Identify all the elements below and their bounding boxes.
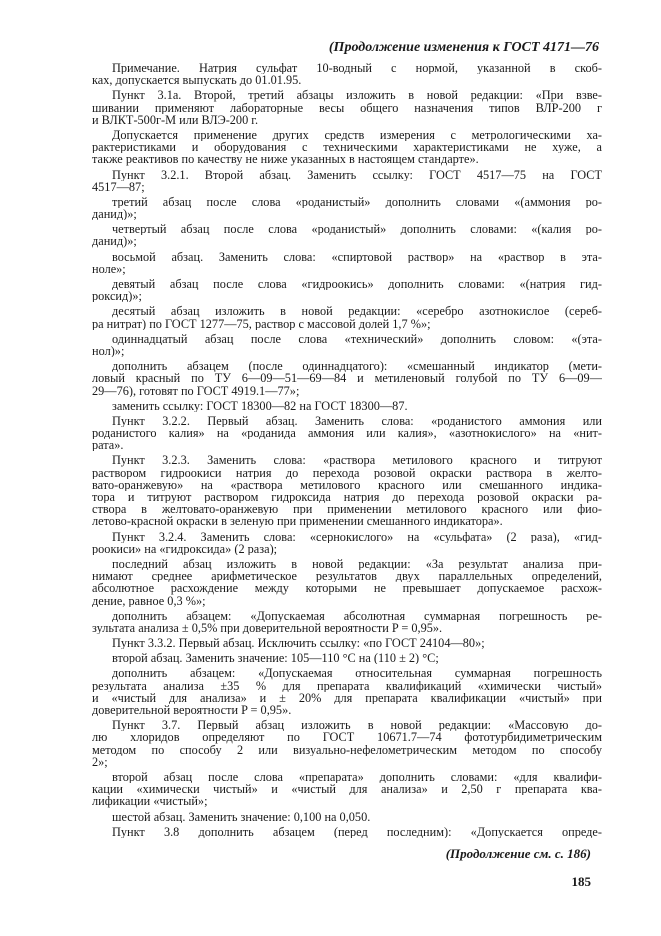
text-line: рата». bbox=[92, 439, 124, 452]
document-body bbox=[92, 62, 602, 841]
text-line: третий абзац после слова «роданистый» дополнить словами «(аммония ро- bbox=[112, 195, 602, 209]
continuation-note: (Продолжение см. с. 186) bbox=[445, 846, 591, 861]
text-line: одиннадцатый абзац после слова «технический» дополнить словом: «(эта- bbox=[112, 332, 602, 345]
text-line: четвертый абзац после слова «роданистый» дополнить словами: «(калия ро- bbox=[112, 223, 602, 236]
text-line: зультата анализа ± 0,5% при доверительной вероятности P = 0,95». bbox=[92, 621, 443, 635]
text-line: ловый красный по ТУ 6—09—51—69—84 и метиленовый голубой по ТУ 6—09— bbox=[92, 372, 602, 385]
paragraph bbox=[92, 637, 602, 649]
paragraph bbox=[92, 196, 602, 220]
text-line: рактеристиками и оборудования с техническими характеристиками не хуже, а bbox=[92, 141, 602, 154]
text-line: лю хлоридов определяют по ГОСТ 10671.7—74 фототурбидиметрическим bbox=[92, 731, 602, 744]
text-line: летово-красной окраски в зеленую при применении смешанного индикатора». bbox=[92, 515, 503, 528]
text-line: Пункт 3.2.2. Первый абзац. Заменить слова: «роданистого аммония или bbox=[112, 414, 602, 428]
paragraph bbox=[92, 454, 602, 527]
text-line: створа в желтовато-оранжевую при применении метилового красного или фио- bbox=[92, 503, 602, 516]
text-line: и ВЛКТ-500г-М или ВЛЭ-200 г. bbox=[92, 113, 259, 126]
paragraph bbox=[92, 667, 602, 716]
text-line: десятый абзац изложить в новой редакции: «серебро азотнокислое (сереб- bbox=[112, 305, 602, 318]
text-line: восьмой абзац. Заменить слова: «спиртовой раствор» на «раствор в эта- bbox=[112, 250, 602, 263]
paragraph bbox=[92, 531, 602, 555]
paragraph bbox=[92, 415, 602, 452]
paragraph bbox=[92, 811, 602, 823]
text-line: и «чистый для анализа» и ± 20% для препарата квалификации «чистый» при bbox=[92, 691, 602, 704]
text-line: также реактивов по качеству не ниже указанных в настоящем стандарте». bbox=[92, 153, 479, 166]
text-line: второй абзац. Заменить значение: 105—110 °С на (110 ± 2) °С; bbox=[112, 652, 439, 665]
text-line: дополнить абзацем: «Допускаемая абсолютная суммарная погрешность ре- bbox=[112, 609, 602, 622]
text-line: данид)»; bbox=[92, 208, 137, 221]
text-line: 29—76), готовят по ГОСТ 4919.1—77»; bbox=[92, 384, 300, 397]
text-line: нол)»; bbox=[92, 344, 125, 358]
paragraph bbox=[92, 305, 602, 329]
text-line: Пункт 3.7. Первый абзац изложить в новой редакции: «Массовую до- bbox=[112, 719, 602, 732]
text-line: второй абзац после слова «препарата» дополнить словами: «для квалифи- bbox=[112, 770, 602, 784]
text-line: 4517—87; bbox=[92, 180, 145, 193]
paragraph bbox=[92, 400, 602, 412]
paragraph bbox=[92, 771, 602, 808]
text-line: роданистого калия» на «роданида аммония или калия», «азотнокислого» на «нит- bbox=[92, 427, 602, 440]
paragraph bbox=[92, 223, 602, 247]
text-line: данид)»; bbox=[92, 235, 137, 248]
paragraph bbox=[92, 360, 602, 397]
text-line: Пункт 3.2.4. Заменить слова: «сернокислого» на «сульфата» (2 раза), «гид- bbox=[112, 530, 602, 543]
text-line: ках, допускается выпускать до 01.01.95. bbox=[92, 74, 302, 87]
paragraph bbox=[92, 62, 602, 86]
running-header: (Продолжение изменения к ГОСТ 4171—76 bbox=[328, 40, 599, 55]
text-line: нимают среднее арифметическое результатов двух параллельных определений, bbox=[92, 570, 602, 583]
paragraph bbox=[92, 719, 602, 768]
text-line: лификации «чистый»; bbox=[92, 795, 208, 808]
text-line: результата анализа ±35 % для препарата квалификаций «химически чистый» bbox=[92, 679, 602, 692]
text-line: дополнить абзацем: «Допускаемая относительная суммарная погрешность bbox=[112, 667, 602, 680]
page-number: 185 bbox=[571, 874, 591, 889]
text-line: кации «химически чистый» и «чистый для анализа» и 2,50 г препарата ква- bbox=[92, 783, 602, 796]
text-line: девятый абзац после слова «гидроокись» дополнить словами: «(натрия гид- bbox=[112, 278, 602, 291]
text-line: абсолютное расхождение между которыми не превышает допускаемое расхож- bbox=[92, 582, 602, 595]
paragraph bbox=[92, 333, 602, 357]
text-line: заменить ссылку: ГОСТ 18300—82 на ГОСТ 18300—87. bbox=[112, 399, 408, 412]
text-line: методом по способу 2 или визуально-нефелометрическим методом по способу bbox=[92, 743, 602, 756]
paragraph bbox=[92, 652, 602, 664]
text-line: роокиси» на «гидроксида» (2 раза); bbox=[92, 542, 278, 555]
text-line: шивании применяют лабораторные весы общего назначения типов ВЛР-200 г bbox=[92, 101, 602, 114]
paragraph bbox=[92, 278, 602, 302]
text-line: ра нитрат) по ГОСТ 1277—75, раствор с массовой долей 1,7 %»; bbox=[92, 317, 431, 330]
paragraph bbox=[92, 89, 602, 126]
text-line: последний абзац изложить в новой редакции: «За результат анализа при- bbox=[112, 557, 602, 571]
text-line: Пункт 3.3.2. Первый абзац. Исключить ссылку: «по ГОСТ 24104—80»; bbox=[112, 637, 485, 650]
text-line: раствором гидроокиси натрия до перехода розовой окраски раствора в желто- bbox=[92, 466, 602, 479]
text-line: доверительной вероятности P = 0,95». bbox=[92, 704, 292, 717]
text-line: Пункт 3.8 дополнить абзацем (перед последним): «Допускается опреде- bbox=[112, 825, 602, 838]
text-line: Пункт 3.2.3. Заменить слова: «раствора метилового красного и титруют bbox=[112, 454, 602, 467]
paragraph bbox=[92, 251, 602, 275]
paragraph bbox=[92, 129, 602, 166]
text-line: вато-оранжевую» на «раствора метилового красного или смешанного индика- bbox=[92, 478, 602, 491]
text-line: Пункт 3.2.1. Второй абзац. Заменить ссылку: ГОСТ 4517—75 на ГОСТ bbox=[112, 168, 602, 181]
text-line: тора и титруют раствором гидроксида натрия до перехода розовой окраски ра- bbox=[92, 491, 602, 504]
paragraph bbox=[92, 610, 602, 634]
text-line: Пункт 3.1а. Второй, третий абзацы изложить в новой редакции: «При взве- bbox=[112, 89, 602, 102]
text-line: Примечание. Натрия сульфат 10-водный с нормой, указанной в скоб- bbox=[112, 62, 602, 75]
paragraph bbox=[92, 826, 602, 838]
text-line: дение, равное 0,3 %»; bbox=[92, 594, 206, 607]
text-line: дополнить абзацем (после одиннадцатого): «смешанный индикатор (мети- bbox=[112, 360, 602, 373]
paragraph bbox=[92, 169, 602, 193]
paragraph bbox=[92, 558, 602, 607]
text-line: роксид)»; bbox=[92, 290, 142, 303]
text-line: Допускается применение других средств измерения с метрологическими ха- bbox=[112, 128, 602, 142]
text-line: ноле»; bbox=[92, 262, 126, 275]
text-line: 2»; bbox=[92, 755, 108, 768]
text-line: шестой абзац. Заменить значение: 0,100 на 0,050. bbox=[112, 810, 371, 823]
